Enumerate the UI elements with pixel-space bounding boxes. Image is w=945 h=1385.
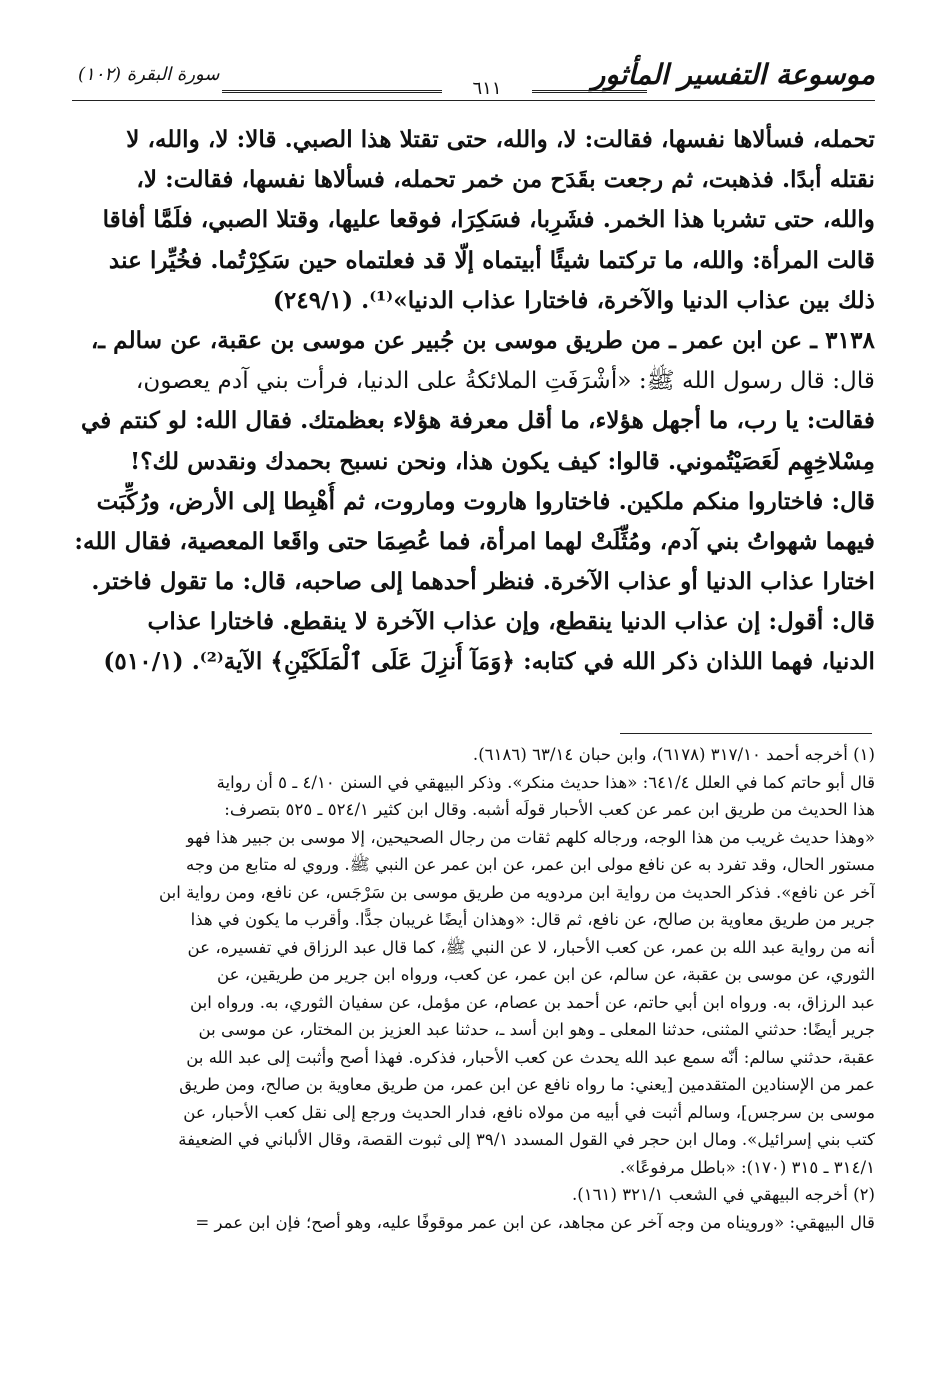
footnote-line: «وهذا حديث غريب من هذا الوجه، ورجاله كلهم ثقات من رجال الصحيحين، إلا موسى بن جبير هذا فهو xyxy=(186,827,875,847)
surah-label: سورة البقرة (١٠٢) xyxy=(78,64,220,85)
footnote-line: مستور الحال، وقد تفرد به عن نافع مولى ابن عمر، عن ابن عمر عن النبي ﷺ. وروي له متابع من وجه xyxy=(185,855,875,874)
text-line: قالت المرأة: والله، ما تركتما شيئًا أبيتماه إلّا قد فعلتماه حين سَكِرْتُما. فخُيِّرا عند xyxy=(108,246,875,274)
page-number: ٦١١ xyxy=(442,78,532,99)
text-line: مِسْلاخِهِم لَعَصَيْتُموني. قالوا: كيف يكون هذا، ونحن نسبح بحمدك ونقدس لك؟! xyxy=(130,447,875,475)
text-line: والله، حتى تشربا هذا الخمر. فشَرِبا، فسَكِرَا، فوقعا عليها، وقتلا الصبي، فلَمَّا أفاقا xyxy=(102,206,875,234)
footnote-line: موسى بن سرجس]، وسالم أثبت في أبيه من مولاه نافع، فدار الحديث ورجع إلى نقل كعب الأحبار، عن xyxy=(183,1102,875,1122)
footnote-line: (١) أخرجه أحمد ٣١٧/١٠ (٦١٧٨)، وابن حبان ٦٣/١٤ (٦١٨٦). xyxy=(472,745,875,764)
footnotes xyxy=(72,741,875,1236)
header-underline xyxy=(72,100,875,101)
footnote-line: كتب بني إسرائيل». ومال ابن حجر في القول المسدد ٣٩/١ إلى ثبوت القصة، وقال الألباني في الضعيفة xyxy=(178,1130,875,1149)
header-ornament-rule xyxy=(222,90,647,93)
text-line: فقالت: يا رب، ما أجهل هؤلاء، ما أقل معرفة هؤلاء بعظمتك. فقال الله: لو كنتم في xyxy=(80,407,875,435)
footnote-line: جرير من طريق معاوية بن صالح، عن نافع، ثم قال: «وهذان أيضًا غريبان جدًّا. وأقرب ما يكون في هذا xyxy=(190,910,875,929)
footnote-line: (٢) أخرجه البيهقي في الشعب ٣٢١/١ (١٦١). xyxy=(571,1185,875,1204)
text-line: اختارا عذاب الدنيا أو عذاب الآخرة. فنظر أحدهما إلى صاحبه، قال: ما تقول فاختر. xyxy=(91,568,875,596)
text-line: قال: فاختاروا منكم ملكين. فاختاروا هاروت وماروت، ثم أُهْبِطا إلى الأرض، ورُكِّبَت xyxy=(96,487,875,515)
text-line: قال: قال رسول الله ﷺ: «أشْرَفَتِ الملائكةُ على الدنيا، فرأت بني آدم يعصون، xyxy=(135,367,875,395)
footnote-line: ٣١٤/١ ـ ٣١٥ (١٧٠): «باطل مرفوعًا». xyxy=(619,1157,875,1177)
text-line: الدنيا، فهما اللذان ذكر الله في كتابه: ﴿وَمَآ أُنزِلَ عَلَى ٱلْمَلَكَيْنِ﴾ الآية⁽²⁾. (٥١٠/١) xyxy=(103,648,875,676)
footnote-line: عمر من الإسنادين المتقدمين [يعني: ما رواه نافع عن ابن عمر، من طريق معاوية بن صالح، ومن طريق xyxy=(179,1075,875,1094)
text-line: ذلك بين عذاب الدنيا والآخرة، فاختارا عذاب الدنيا»⁽¹⁾. (٢٤٩/١) xyxy=(272,286,875,314)
text-line: فيهما شهواتُ بني آدم، ومُثِّلَتْ لهما امرأة، فما عُصِمَا حتى واقَعا المعصية، فقال الله: xyxy=(74,527,875,555)
footnote-line: عقبة، حدثني سالم: أنّه سمع عبد الله يحدث عن كعب الأحبار، فذكره. فهذا أصح وأثبت إلى عبد الله بن xyxy=(186,1047,875,1067)
footnote-line: أنه من رواية عبد الله بن عمر، عن كعب الأحبار، لا عن النبي ﷺ، كما قال عبد الرزاق في تفسيره، عن xyxy=(187,937,875,957)
footnote-separator xyxy=(620,733,872,734)
footnote-line: قال أبو حاتم كما في العلل ٦٤١/٤: «هذا حديث منكر». وذكر البيهقي في السنن ٤/١٠ ـ ٥ أن رواية xyxy=(216,772,875,792)
footnote-line: الثوري، عن موسى بن عقبة، عن سالم، عن ابن عمر، عن كعب، ورواه ابن جرير من طريقين، عن xyxy=(216,965,875,984)
text-line: نقتله أبدًا. فذهبت، ثم رجعت بقَدَح من خمر تحمله، فسألاها نفسها، فقالت: لا، xyxy=(136,166,875,194)
text-line: قال: أقول: إن عذاب الدنيا ينقطع، وإن عذاب الآخرة لا ينقطع. فاختارا عذاب xyxy=(147,608,875,636)
book-title: موسوعة التفسير المأثور xyxy=(591,58,875,91)
footnote-line: آخر عن نافع». فذكر الحديث من رواية ابن مردويه من طريق موسى بن سَرْجَس، عن نافع، ومن رواية ابن xyxy=(158,882,875,902)
footnote-line: عبد الرزاق، به. ورواه ابن أبي حاتم، عن أحمد بن عصام، عن مؤمل، عن سفيان الثوري، به. ورواه ابن xyxy=(189,992,875,1012)
main-text xyxy=(72,120,875,683)
footnote-line: جرير أيضًا: حدثني المثنى، حدثنا المعلى ـ وهو ابن أسد ـ، حدثنا عبد العزيز بن المختار، عن موسى بن xyxy=(198,1020,875,1039)
page-header xyxy=(72,56,875,99)
footnote-line: قال البيهقي: «ورويناه من وجه آخر عن مجاهد، عن ابن عمر موقوفًا عليه، وهو أصح؛ فإن ابن عمر = xyxy=(195,1212,875,1232)
text-line: ٣١٣٨ ـ عن ابن عمر ـ من طريق موسى بن جُبير عن موسى بن عقبة، عن سالم ـ، xyxy=(90,326,875,354)
text-line: تحمله، فسألاها نفسها، فقالت: لا، والله، حتى تقتلا هذا الصبي. قالا: لا، والله، لا xyxy=(126,126,875,153)
footnote-line: هذا الحديث من طريق ابن عمر عن كعب الأحبار قولَه أشبه. وقال ابن كثير ٥٢٤/١ ـ ٥٢٥ بتصرف: xyxy=(224,800,875,819)
